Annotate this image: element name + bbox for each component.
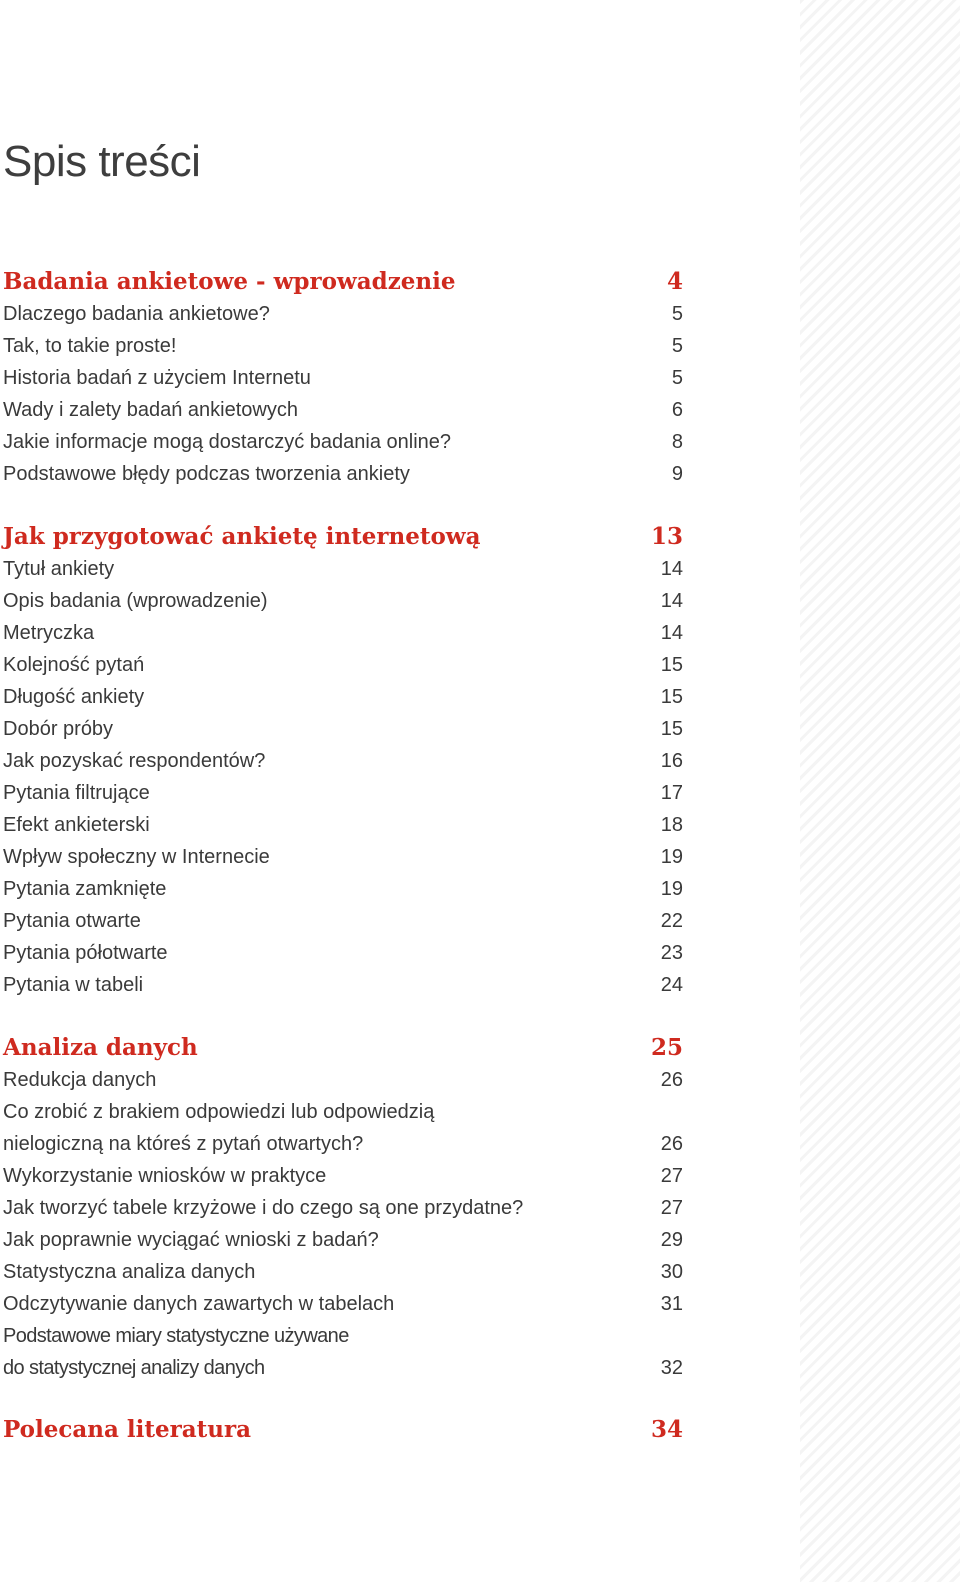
toc-entry-label: nielogiczną na któreś z pytań otwartych? [3,1133,364,1155]
toc-entry[interactable] [3,713,683,745]
toc-page-number: 9 [671,463,683,485]
toc-entry[interactable] [3,1160,683,1192]
toc-page-number: 14 [660,558,683,580]
toc-page-number: 30 [660,1261,683,1283]
toc-page-number: 15 [660,686,683,708]
toc-entry[interactable] [3,1192,683,1224]
toc-section-title: Jak przygotować ankietę internetową [3,523,481,550]
toc-page-number: 5 [671,335,683,357]
toc-entry[interactable] [3,426,683,458]
toc-page-number: 23 [660,942,683,964]
toc-section-jak-przygotowac[interactable] [3,521,683,553]
toc-entry-label: Pytania w tabeli [3,974,144,996]
toc-page-number: 19 [660,846,683,868]
toc-entry-label: Wykorzystanie wniosków w praktyce [3,1165,327,1187]
toc-entry[interactable] [3,1224,683,1256]
toc-page-number: 15 [660,718,683,740]
toc-entry-label: Odczytywanie danych zawartych w tabelach [3,1293,395,1315]
toc-section-title: Badania ankietowe - wprowadzenie [3,268,456,295]
toc-page-number: 13 [650,523,683,550]
toc-page-number: 17 [660,782,683,804]
toc-page-number: 5 [671,303,683,325]
decorative-side-stripe [800,0,960,1582]
toc-entry[interactable] [3,362,683,394]
toc-entry-label: Historia badań z użyciem Internetu [3,367,311,389]
toc-entry[interactable] [3,458,683,490]
toc-entry-label: Statystyczna analiza danych [3,1261,256,1283]
toc-entry-label: Jak pozyskać respondentów? [3,750,266,772]
toc-page-number: 14 [660,622,683,644]
toc-page-number: 14 [660,590,683,612]
toc-entry-line[interactable] [3,1320,683,1352]
toc-page-number: 5 [671,367,683,389]
toc-entry-label: Dlaczego badania ankietowe? [3,303,270,325]
toc-page-number: 27 [660,1197,683,1219]
toc-entry[interactable] [3,298,683,330]
toc-entry[interactable] [3,1128,683,1160]
toc-entry[interactable] [3,905,683,937]
toc-entry[interactable] [3,1256,683,1288]
toc-entry[interactable] [3,745,683,777]
page-title: Spis treści [3,137,201,186]
toc-page-number: 26 [660,1069,683,1091]
toc-entry[interactable] [3,617,683,649]
toc-entry-label: Pytania filtrujące [3,782,150,804]
toc-entry-label: Tak, to takie proste! [3,335,177,357]
toc-entry[interactable] [3,394,683,426]
toc-entry[interactable] [3,841,683,873]
toc-page-number: 32 [660,1357,683,1379]
toc-page-number: 34 [650,1416,683,1443]
toc-entry[interactable] [3,937,683,969]
toc-page-number: 4 [666,268,683,295]
toc-entry[interactable] [3,969,683,1001]
toc-page-number: 22 [660,910,683,932]
toc-entry-label: Podstawowe błędy podczas tworzenia ankiety [3,463,410,485]
toc-page-number: 19 [660,878,683,900]
toc-page-number: 16 [660,750,683,772]
toc-section-analiza-danych[interactable] [3,1032,683,1064]
toc-section-badania-ankietowe[interactable] [3,266,683,298]
toc-entry-label: Tytuł ankiety [3,558,115,580]
toc-entry[interactable] [3,585,683,617]
toc-entry-label: Długość ankiety [3,686,145,708]
toc-entry[interactable] [3,809,683,841]
toc-section-polecana-literatura[interactable] [3,1414,683,1446]
toc-entry[interactable] [3,777,683,809]
toc-entry-line[interactable] [3,1096,683,1128]
toc-entry-label: Metryczka [3,622,95,644]
toc-entry-label: Efekt ankieterski [3,814,150,836]
toc-entry[interactable] [3,681,683,713]
toc-page-number: 25 [650,1034,683,1061]
toc-entry[interactable] [3,553,683,585]
toc-section-title: Analiza danych [3,1034,198,1061]
toc-page-number: 6 [671,399,683,421]
toc-entry-label: Pytania zamknięte [3,878,167,900]
toc-entry-label: Jak tworzyć tabele krzyżowe i do czego są one przydatne? [3,1197,524,1219]
toc-entry[interactable] [3,649,683,681]
toc-page-number: 8 [671,431,683,453]
toc-entry-label: Pytania otwarte [3,910,141,932]
toc-entry-label: Redukcja danych [3,1069,157,1091]
toc-entry-label: Dobór próby [3,718,114,740]
toc-page-number: 29 [660,1229,683,1251]
toc-entry-label: Wpływ społeczny w Internecie [3,846,270,868]
toc-entry-label: do statystycznej analizy danych [3,1357,265,1379]
toc-page-number: 26 [660,1133,683,1155]
toc-section-title: Polecana literatura [3,1416,252,1443]
toc-page-number: 31 [660,1293,683,1315]
toc-entry-label: Podstawowe miary statystyczne używane [3,1325,349,1347]
toc-entry-label: Pytania półotwarte [3,942,168,964]
toc-entry[interactable] [3,1288,683,1320]
toc-entry-label: Wady i zalety badań ankietowych [3,399,298,421]
toc-entry[interactable] [3,1064,683,1096]
toc-entry[interactable] [3,873,683,905]
toc-page-number: 27 [660,1165,683,1187]
toc-entry[interactable] [3,1352,683,1384]
toc-entry-label: Opis badania (wprowadzenie) [3,590,268,612]
toc-entry-label: Jak poprawnie wyciągać wnioski z badań? [3,1229,379,1251]
toc-page-number: 15 [660,654,683,676]
toc-entry-label: Kolejność pytań [3,654,145,676]
toc-page-number: 24 [660,974,683,996]
toc-page-number: 18 [660,814,683,836]
toc-entry[interactable] [3,330,683,362]
toc-entry-label: Co zrobić z brakiem odpowiedzi lub odpowiedzią [3,1101,435,1123]
toc-entry-label: Jakie informacje mogą dostarczyć badania online? [3,431,452,453]
